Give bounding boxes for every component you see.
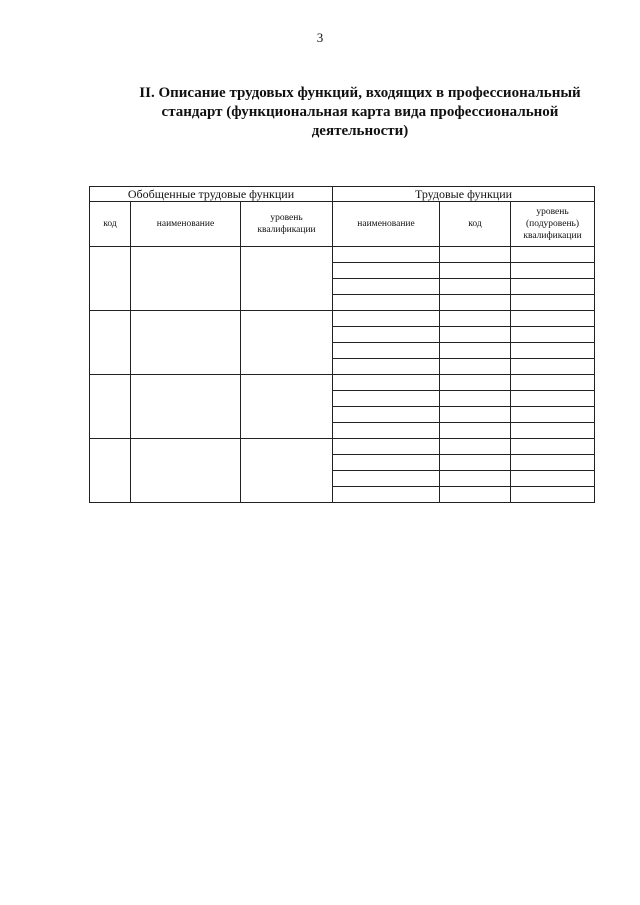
tf-code-cell [440,375,511,391]
tf-code-cell [440,391,511,407]
gtf-name-cell [131,375,241,439]
tf-name-cell [333,471,440,487]
tf-level-cell [511,327,595,343]
tf-name-cell [333,295,440,311]
tf-level-cell [511,375,595,391]
tf-name-cell [333,327,440,343]
tf-level-cell [511,407,595,423]
tf-level-cell [511,247,595,263]
column-header-row [90,202,595,247]
col-header-code: код [90,202,131,247]
tf-name-cell [333,311,440,327]
col-header-tf-level: уровень (подуровень) квалификации [511,202,595,247]
functional-map-table [89,186,595,503]
tf-code-cell [440,295,511,311]
tf-level-cell [511,391,595,407]
tf-name-cell [333,487,440,503]
tf-code-cell [440,279,511,295]
tf-level-cell [511,343,595,359]
table-row [90,375,595,391]
tf-name-cell [333,375,440,391]
tf-code-cell [440,407,511,423]
tf-code-cell [440,471,511,487]
tf-code-cell [440,247,511,263]
gtf-level-cell [241,311,333,375]
tf-name-cell [333,359,440,375]
gtf-code-cell [90,439,131,503]
tf-code-cell [440,439,511,455]
gtf-code-cell [90,247,131,311]
header-labor-functions: Трудовые функции [333,187,595,202]
section-title [120,84,600,141]
tf-name-cell [333,247,440,263]
tf-name-cell [333,423,440,439]
tf-name-cell [333,439,440,455]
tf-code-cell [440,263,511,279]
tf-level-cell [511,471,595,487]
col-header-tf-code: код [440,202,511,247]
tf-level-cell [511,295,595,311]
tf-level-cell [511,311,595,327]
group-header-row [90,187,595,202]
section-title-line-3: деятельности) [311,123,409,139]
col-header-name: наименование [131,202,241,247]
gtf-level-cell [241,375,333,439]
gtf-name-cell [131,311,241,375]
section-title-line-2: стандарт (функциональная карта вида профессиональной [161,104,559,120]
tf-code-cell [440,359,511,375]
tf-level-cell [511,455,595,471]
functional-map-table-wrapper [89,186,594,502]
table-row [90,439,595,455]
tf-name-cell [333,279,440,295]
gtf-code-cell [90,311,131,375]
header-generalized-functions: Обобщенные трудовые функции [90,187,333,202]
tf-code-cell [440,311,511,327]
col-header-qualification-level: уровень квалификации [241,202,333,247]
tf-code-cell [440,327,511,343]
section-title-line-1: II. Описание трудовых функций, входящих в профессиональный [139,85,581,101]
tf-level-cell [511,263,595,279]
tf-level-cell [511,279,595,295]
tf-name-cell [333,455,440,471]
table-row [90,247,595,263]
tf-level-cell [511,423,595,439]
table-row [90,311,595,327]
tf-name-cell [333,407,440,423]
tf-name-cell [333,343,440,359]
tf-name-cell [333,263,440,279]
page-number: 3 [316,30,324,45]
gtf-name-cell [131,439,241,503]
tf-code-cell [440,487,511,503]
tf-code-cell [440,423,511,439]
gtf-level-cell [241,439,333,503]
gtf-code-cell [90,375,131,439]
gtf-level-cell [241,247,333,311]
tf-level-cell [511,439,595,455]
tf-code-cell [440,455,511,471]
gtf-name-cell [131,247,241,311]
tf-level-cell [511,487,595,503]
col-header-tf-name: наименование [333,202,440,247]
tf-code-cell [440,343,511,359]
tf-name-cell [333,391,440,407]
tf-level-cell [511,359,595,375]
